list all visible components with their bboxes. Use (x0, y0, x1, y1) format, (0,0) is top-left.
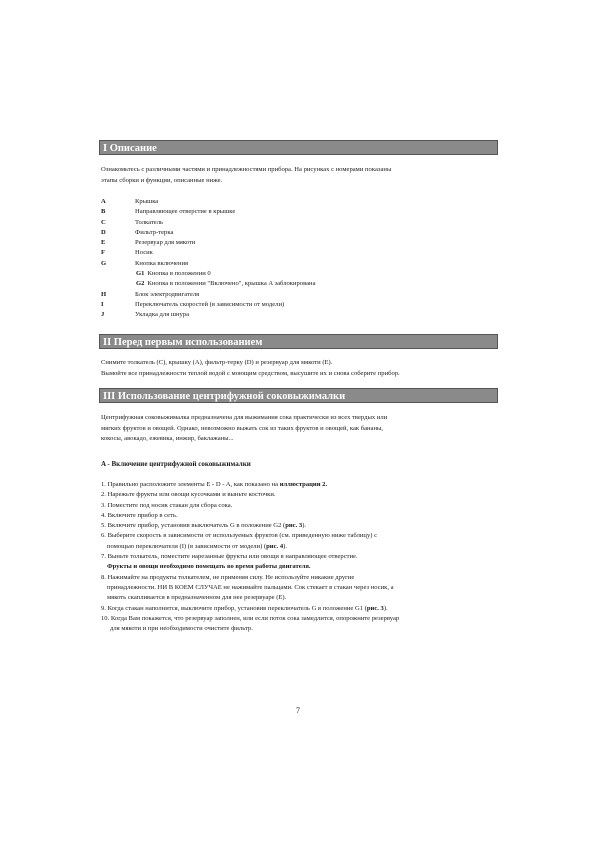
step-text: 9. Когда стакан наполнится, выключите прибор, установив переключатель G в положение G1 ( (101, 604, 367, 612)
legend-key: J (101, 311, 105, 319)
legend-subrow (101, 269, 496, 279)
before-use-paragraph (101, 358, 496, 379)
step-6: 6. Выберите скорость в зависимости от используемых фруктов (см. приведенную ниже таблицу) с (101, 532, 378, 540)
step-1 (101, 480, 496, 490)
intro-line: Ознакомьтесь с различными частями и принадлежностями прибора. На рисунках с номерами показаны (101, 166, 392, 173)
step-6-cont (101, 542, 496, 552)
step-text: 1. Правильно расположите элементы E - D - A, как показано на (101, 481, 280, 488)
legend-label: Фильтр-терка (135, 228, 174, 236)
legend-row (101, 259, 496, 269)
step-2: 2. Нарежьте фрукты или овощи кусочками и выньте косточки. (101, 491, 276, 499)
legend-row (101, 207, 496, 217)
step-8-cont: принадлежности. НИ В КОЕМ СЛУЧАЕ не нажимайте пальцами. Сок стекает в стакан через носик, а (107, 583, 394, 591)
legend-label: Носик (135, 249, 153, 257)
before-use-line: Снимите толкатель (C), крышку (A), фильтр-терку (D) и резервуар для мякоти (E). (101, 359, 333, 366)
legend-label: Укладка для шнура (135, 311, 189, 319)
legend-row (101, 218, 496, 228)
step-5 (101, 521, 496, 531)
step-3: 3. Поместите под носик стакан для сбора сока. (101, 501, 233, 509)
legend-label: Кнопка в положении "Включено", крышка A заблокирована (147, 280, 316, 288)
legend-row (101, 228, 496, 238)
step-4: 4. Включите прибор в сеть. (101, 511, 178, 519)
step-text: помощью переключателя (I) (в зависимости от модели) ( (107, 542, 267, 550)
legend-row (101, 290, 496, 300)
legend-key: G1 (136, 270, 145, 278)
legend-label: Резервуар для мякоти (135, 239, 196, 247)
parts-legend (101, 197, 496, 321)
legend-key: E (101, 239, 106, 247)
figure-ref: рис. 3 (366, 604, 384, 612)
legend-label: Толкатель (135, 218, 163, 226)
legend-label: Переключатель скоростей (в зависимости от модели) (135, 300, 285, 308)
figure-ref: рис. 4 (266, 542, 284, 550)
legend-key: H (101, 290, 107, 298)
usage-intro-line: Центрифужная соковыжималка предназначена для выжимания сока практически из всех твердых или (101, 414, 388, 421)
usage-intro-line: мягких фруктов и овощей. Однако, невозможно выжать сок из таких фруктов и овощей, как бананы, (101, 424, 384, 432)
intro-line: этапы сборки и функции, описанные ниже. (101, 176, 223, 184)
step-8: 8. Нажимайте на продукты толкателем, не применяя силу. Не используйте никакие другие (101, 573, 355, 581)
legend-row (101, 197, 496, 207)
step-8-cont: мякоть скапливается в предназначенном для нее резервуаре (E). (107, 594, 287, 602)
figure-ref: рис. 3 (285, 522, 303, 530)
subsection-title-a: A - Включение центрифужной соковыжималки (101, 460, 251, 468)
legend-label: Кнопка включения (135, 259, 189, 267)
step-7-warning: Фрукты и овощи необходимо помещать во время работы двигателя. (107, 563, 311, 571)
legend-key: D (101, 228, 106, 236)
page-number: 7 (296, 706, 300, 715)
legend-row (101, 310, 496, 320)
step-10-cont: для мякоти и при необходимости очистите фильтр. (110, 625, 253, 633)
legend-key: C (101, 218, 106, 226)
legend-key: B (101, 208, 106, 216)
step-10: 10. Когда Вам покажется, что резервуар заполнен, или если поток сока замедлится, опорожните резервуар (101, 614, 400, 622)
section-title-usage: III Использование центрифужной соковыжималки (99, 388, 498, 403)
step-text: ). (283, 542, 287, 550)
legend-row (101, 248, 496, 258)
steps-list (101, 480, 496, 634)
step-9 (101, 604, 496, 614)
legend-label: Направляющее отверстие в крышке (135, 208, 236, 216)
section-title-before-use: II Перед первым использованием (99, 334, 498, 349)
legend-key: G2 (136, 280, 145, 288)
legend-key: G (101, 259, 107, 267)
step-text: ). (302, 522, 307, 530)
usage-intro-line: кокосы, авокадо, ежевика, инжир, баклажаны... (101, 435, 234, 442)
legend-key: F (101, 249, 106, 257)
legend-label: Блок электродвигателя (135, 290, 200, 298)
before-use-line: Вымойте все принадлежности теплой водой с моющим средством, высушите их и снова соберите прибор. (101, 369, 400, 377)
section-title-description: I Описание (99, 140, 498, 155)
step-7: 7. Выньте толкатель, поместите нарезанные фрукты или овощи в направляющее отверстие. (101, 553, 358, 561)
legend-label: Крышка (135, 198, 159, 205)
usage-intro-paragraph (101, 413, 496, 445)
step-text: 5. Включите прибор, установив выключатель G в положение G2 ( (101, 522, 286, 530)
legend-row (101, 238, 496, 248)
legend-label: Кнопка в положении 0 (147, 270, 211, 278)
legend-subrow (101, 279, 496, 289)
figure-ref: иллюстрации 2. (279, 481, 328, 488)
intro-paragraph (101, 165, 496, 186)
step-text: ). (383, 604, 388, 612)
legend-row (101, 300, 496, 310)
legend-key: I (101, 300, 104, 308)
legend-key: A (101, 198, 106, 205)
